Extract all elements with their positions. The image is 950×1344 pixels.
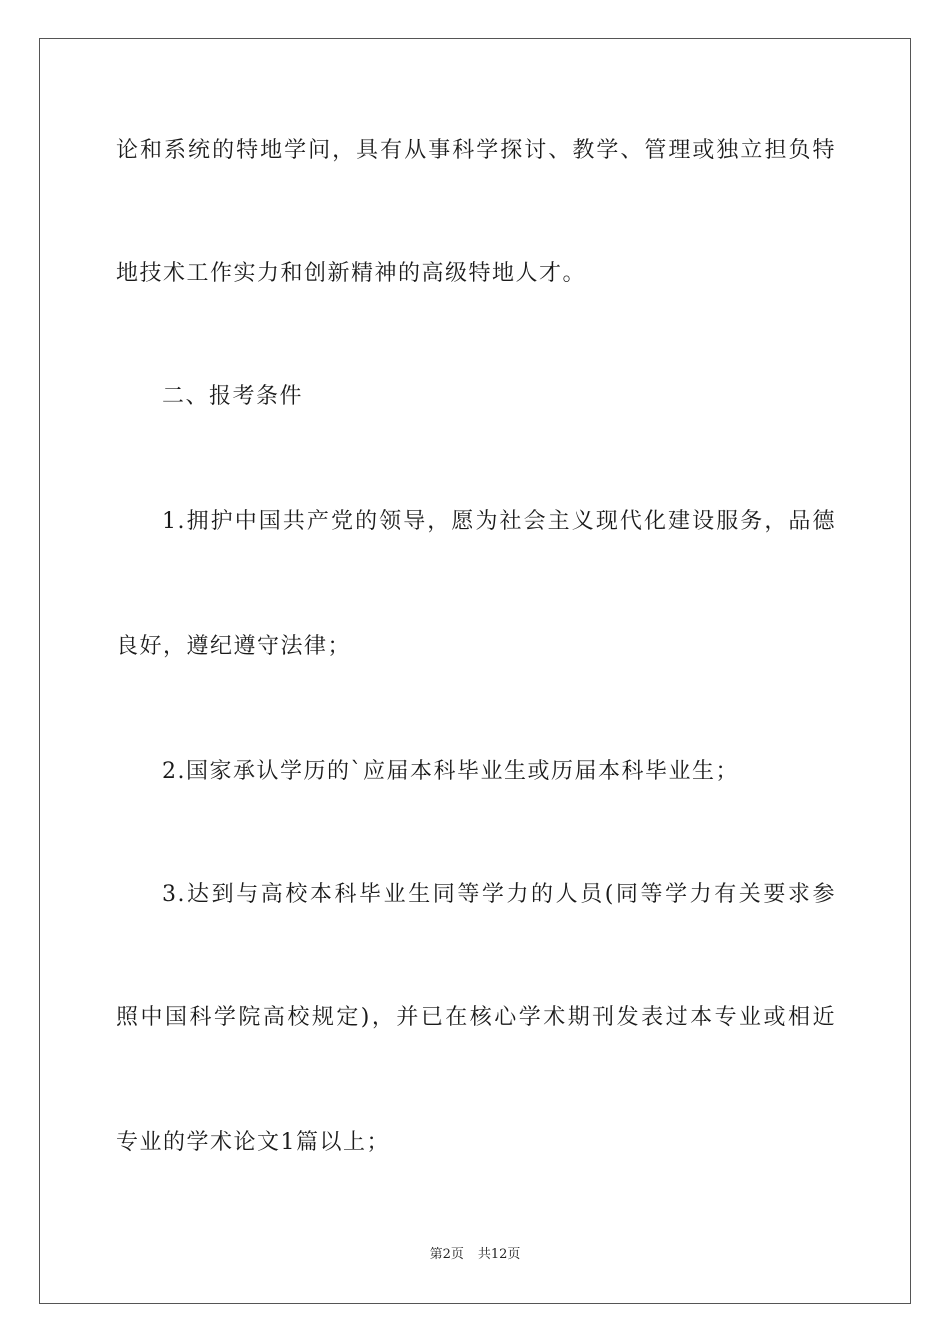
page-footer xyxy=(0,1246,950,1264)
section-heading: 二、报考条件 xyxy=(162,384,304,409)
body-text-line: 照中国科学院高校规定)，并已在核心学术期刊发表过本专业或相近 xyxy=(116,1005,836,1030)
page-number-current: 第2页 xyxy=(429,1247,464,1262)
page-frame xyxy=(39,38,911,1304)
body-text-line: 地技术工作实力和创新精神的高级特地人才。 xyxy=(116,261,587,286)
body-text-line: 良好，遵纪遵守法律； xyxy=(116,634,352,659)
body-text-line: 2.国家承认学历的`应届本科毕业生或历届本科毕业生； xyxy=(162,759,739,784)
body-text-line: 论和系统的特地学问，具有从事科学探讨、教学、管理或独立担负特 xyxy=(116,138,836,163)
page-number-total: 共12页 xyxy=(477,1247,521,1262)
body-text-line: 1.拥护中国共产党的领导，愿为社会主义现代化建设服务，品德 xyxy=(162,509,836,534)
body-text-line: 3.达到与高校本科毕业生同等学力的人员(同等学力有关要求参 xyxy=(162,882,836,907)
body-text-line: 专业的学术论文1篇以上； xyxy=(116,1130,390,1155)
